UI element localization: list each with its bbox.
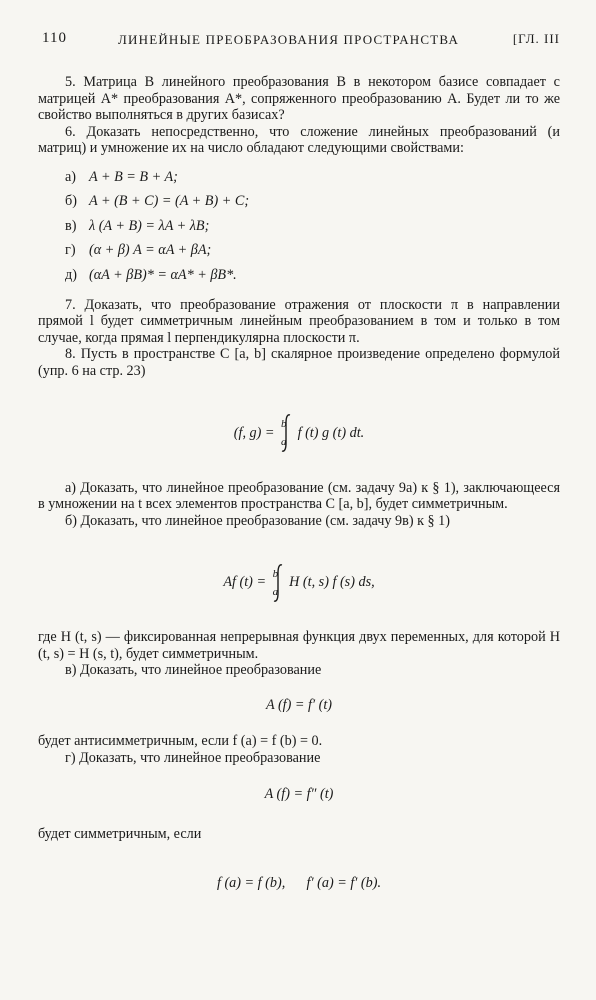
running-title: ЛИНЕЙНЫЕ ПРЕОБРАЗОВАНИЯ ПРОСТРАНСТВА [118,32,460,47]
second-derivative-formula: A (f) = f″ (t) [264,786,334,803]
problem-6: 6. Доказать непосредственно, что сложение линейных преобразований (и матриц) и умножение их на число обладают следующими свойствами: [38,123,560,157]
property-item: г) (α + β) A = αA + βA; [65,242,212,259]
integral-sign: b a [278,413,294,453]
property-item: в) λ (A + B) = λA + λB; [65,217,210,234]
problem-7: 7. Доказать, что преобразование отражения от плоскости π в направлении прямой l будет симметричным линейным преобразованием в том и только в том случае, когда прямая l перпендикулярна плоскости π. [38,296,560,346]
page-header [38,30,560,52]
part-b-continued: где H (t, s) — фиксированная непрерывная функция двух переменных, для которой H (t, s) = H (s, t), будет симметричным. [38,629,560,662]
part-v: в) Доказать, что линейное преобразование [65,662,322,679]
boundary-conditions-formula: f (a) = f (b), f′ (a) = f′ (b). [216,874,382,891]
problem-5: 5. Матрица B линейного преобразования B в некотором базисе совпадает с матрицей A* преобразования A*, сопряженного преобразованию A. Будет ли то же свойство выполняться в других базисах? [38,74,560,124]
properties-list [38,169,560,283]
page-number: 110 [42,30,67,46]
part-g-continued: будет симметричным, если [38,826,202,843]
part-a: а) Доказать, что линейное преобразование (см. задачу 9а) к § 1), заключающееся в умножении на t всех элементов пространства C [a, b], будет симметричным. [38,479,560,513]
part-b: б) Доказать, что линейное преобразование (см. задачу 9в) к § 1) [65,512,451,529]
part-v-continued: будет антисимметричным, если f (a) = f (b) = 0. [38,733,323,750]
property-item: а) A + B = B + A; [65,168,178,185]
problem-8: 8. Пусть в пространстве C [a, b] скалярное произведение определено формулой (упр. 6 на стр. 23) [38,346,560,379]
inner-product-formula: (f, g) = b a f (t) g (t) dt. [38,408,560,458]
book-page [38,30,560,893]
derivative-formula: A (f) = f′ (t) [266,697,332,714]
chapter-label: [ГЛ. III [512,31,560,46]
part-g: г) Доказать, что линейное преобразование [65,749,321,766]
integral-sign: b a [270,563,286,603]
property-item: д) (αA + βB)* = αA* + βB*. [65,266,237,283]
property-item: б) A + (B + C) = (A + B) + C; [65,193,250,210]
kernel-formula: Af (t) = b a H (t, s) f (s) ds, [38,557,560,607]
